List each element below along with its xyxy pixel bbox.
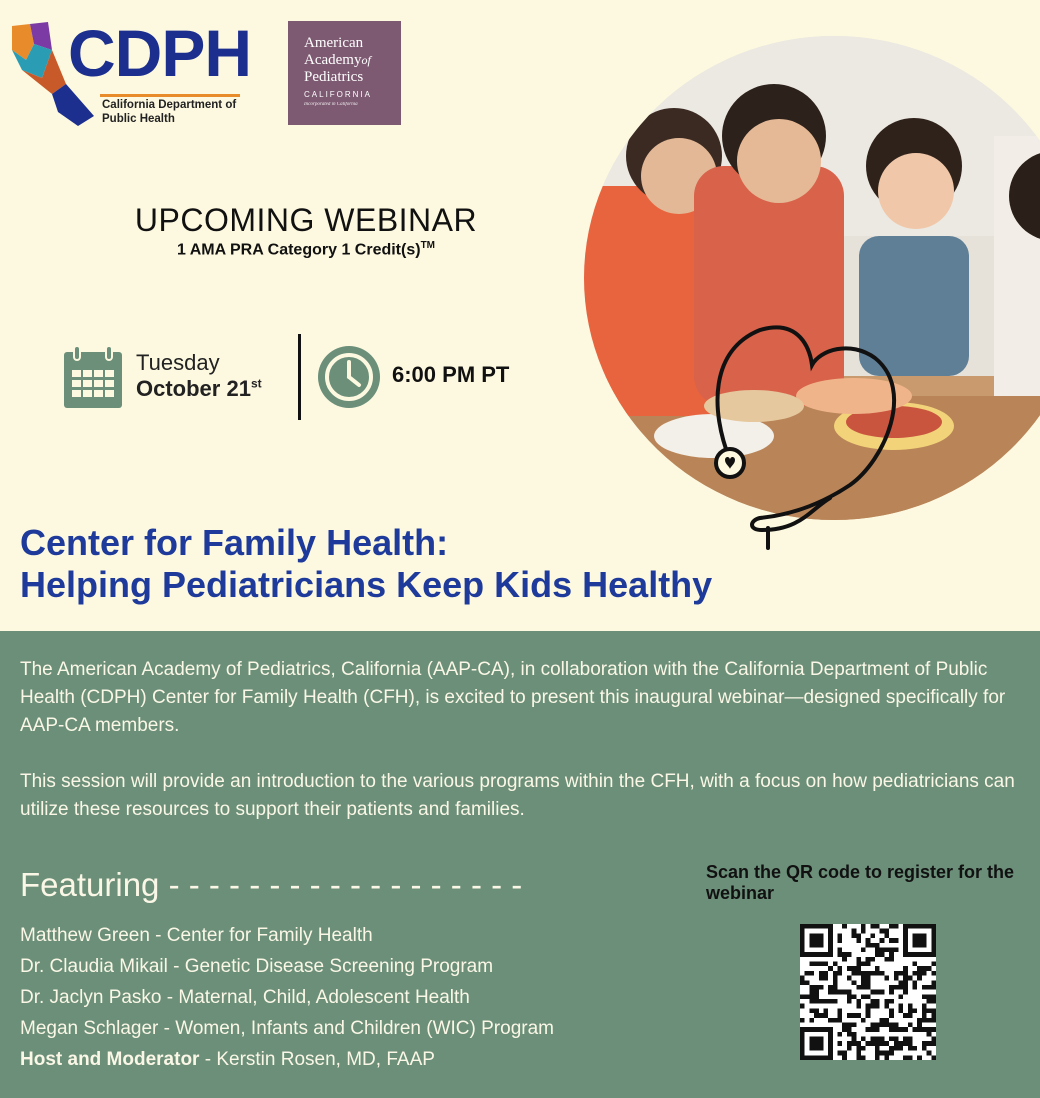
cdph-rule: [100, 94, 240, 97]
credit-trademark: TM: [420, 240, 436, 251]
host-value: - Kerstin Rosen, MD, FAAP: [199, 1049, 435, 1070]
cdph-subtitle: California Department of Public Health: [102, 99, 237, 125]
speaker-item: Megan Schlager - Women, Infants and Children (WIC) Program: [20, 1018, 554, 1039]
aap-line-2: [304, 52, 401, 69]
webinar-heading: UPCOMING WEBINAR: [134, 202, 478, 238]
main-title: [20, 522, 712, 606]
aap-line-1: American: [304, 35, 364, 51]
cdph-wordmark: CDPH: [68, 16, 252, 90]
stethoscope-heart-icon: [700, 320, 920, 550]
schedule-divider: [298, 334, 301, 420]
time-text: 6:00 PM PT: [392, 362, 510, 387]
speaker-item: Dr. Jaclyn Pasko - Maternal, Child, Adolescent Health: [20, 987, 470, 1008]
aap-of: of: [361, 53, 371, 67]
host-item: [20, 1044, 554, 1075]
aap-incorporated: Incorporated in California: [304, 102, 358, 107]
date-text: October 21: [136, 376, 251, 401]
speaker-item: Matthew Green - Center for Family Health: [20, 925, 373, 946]
date-day: Tuesday: [136, 350, 220, 375]
qr-caption: Scan the QR code to register for the webinar: [706, 862, 1015, 903]
main-title-line-2: Helping Pediatricians Keep Kids Healthy: [20, 564, 713, 605]
credit-text: 1 AMA PRA Category 1 Credit(s): [176, 241, 421, 259]
cdph-logo: [8, 16, 252, 130]
featuring-heading: Featuring - - - - - - - - - - - - - - - - - -: [20, 866, 523, 903]
aap-line-3: Pediatrics: [304, 69, 364, 85]
host-label: Host and Moderator: [20, 1049, 200, 1070]
speaker-list: [20, 920, 554, 1075]
aap-academy: Academy: [304, 52, 362, 68]
date-date: [136, 376, 262, 402]
webinar-credit: [0, 240, 612, 259]
intro-paragraph: The American Academy of Pediatrics, California (AAP-CA), in collaboration with the California Department of Public Health (CDPH) Center for Family Health (CFH), is excited to present this inaugural webinar—designed specifically for AAP-CA members.: [20, 659, 1006, 736]
clock-icon: [316, 344, 382, 410]
aap-logo: [288, 21, 401, 125]
speaker-item: Dr. Claudia Mikail - Genetic Disease Screening Program: [20, 956, 494, 977]
main-title-line-1: Center for Family Health:: [20, 522, 449, 563]
date-suffix: st: [250, 376, 262, 391]
session-paragraph: This session will provide an introduction to the various programs within the CFH, with a focus on how pediatricians can utilize these resources to support their patients and families.: [20, 771, 1015, 820]
calendar-icon: [64, 346, 122, 408]
qr-code[interactable]: [800, 924, 936, 1060]
aap-state: CALIFORNIA: [304, 90, 373, 99]
